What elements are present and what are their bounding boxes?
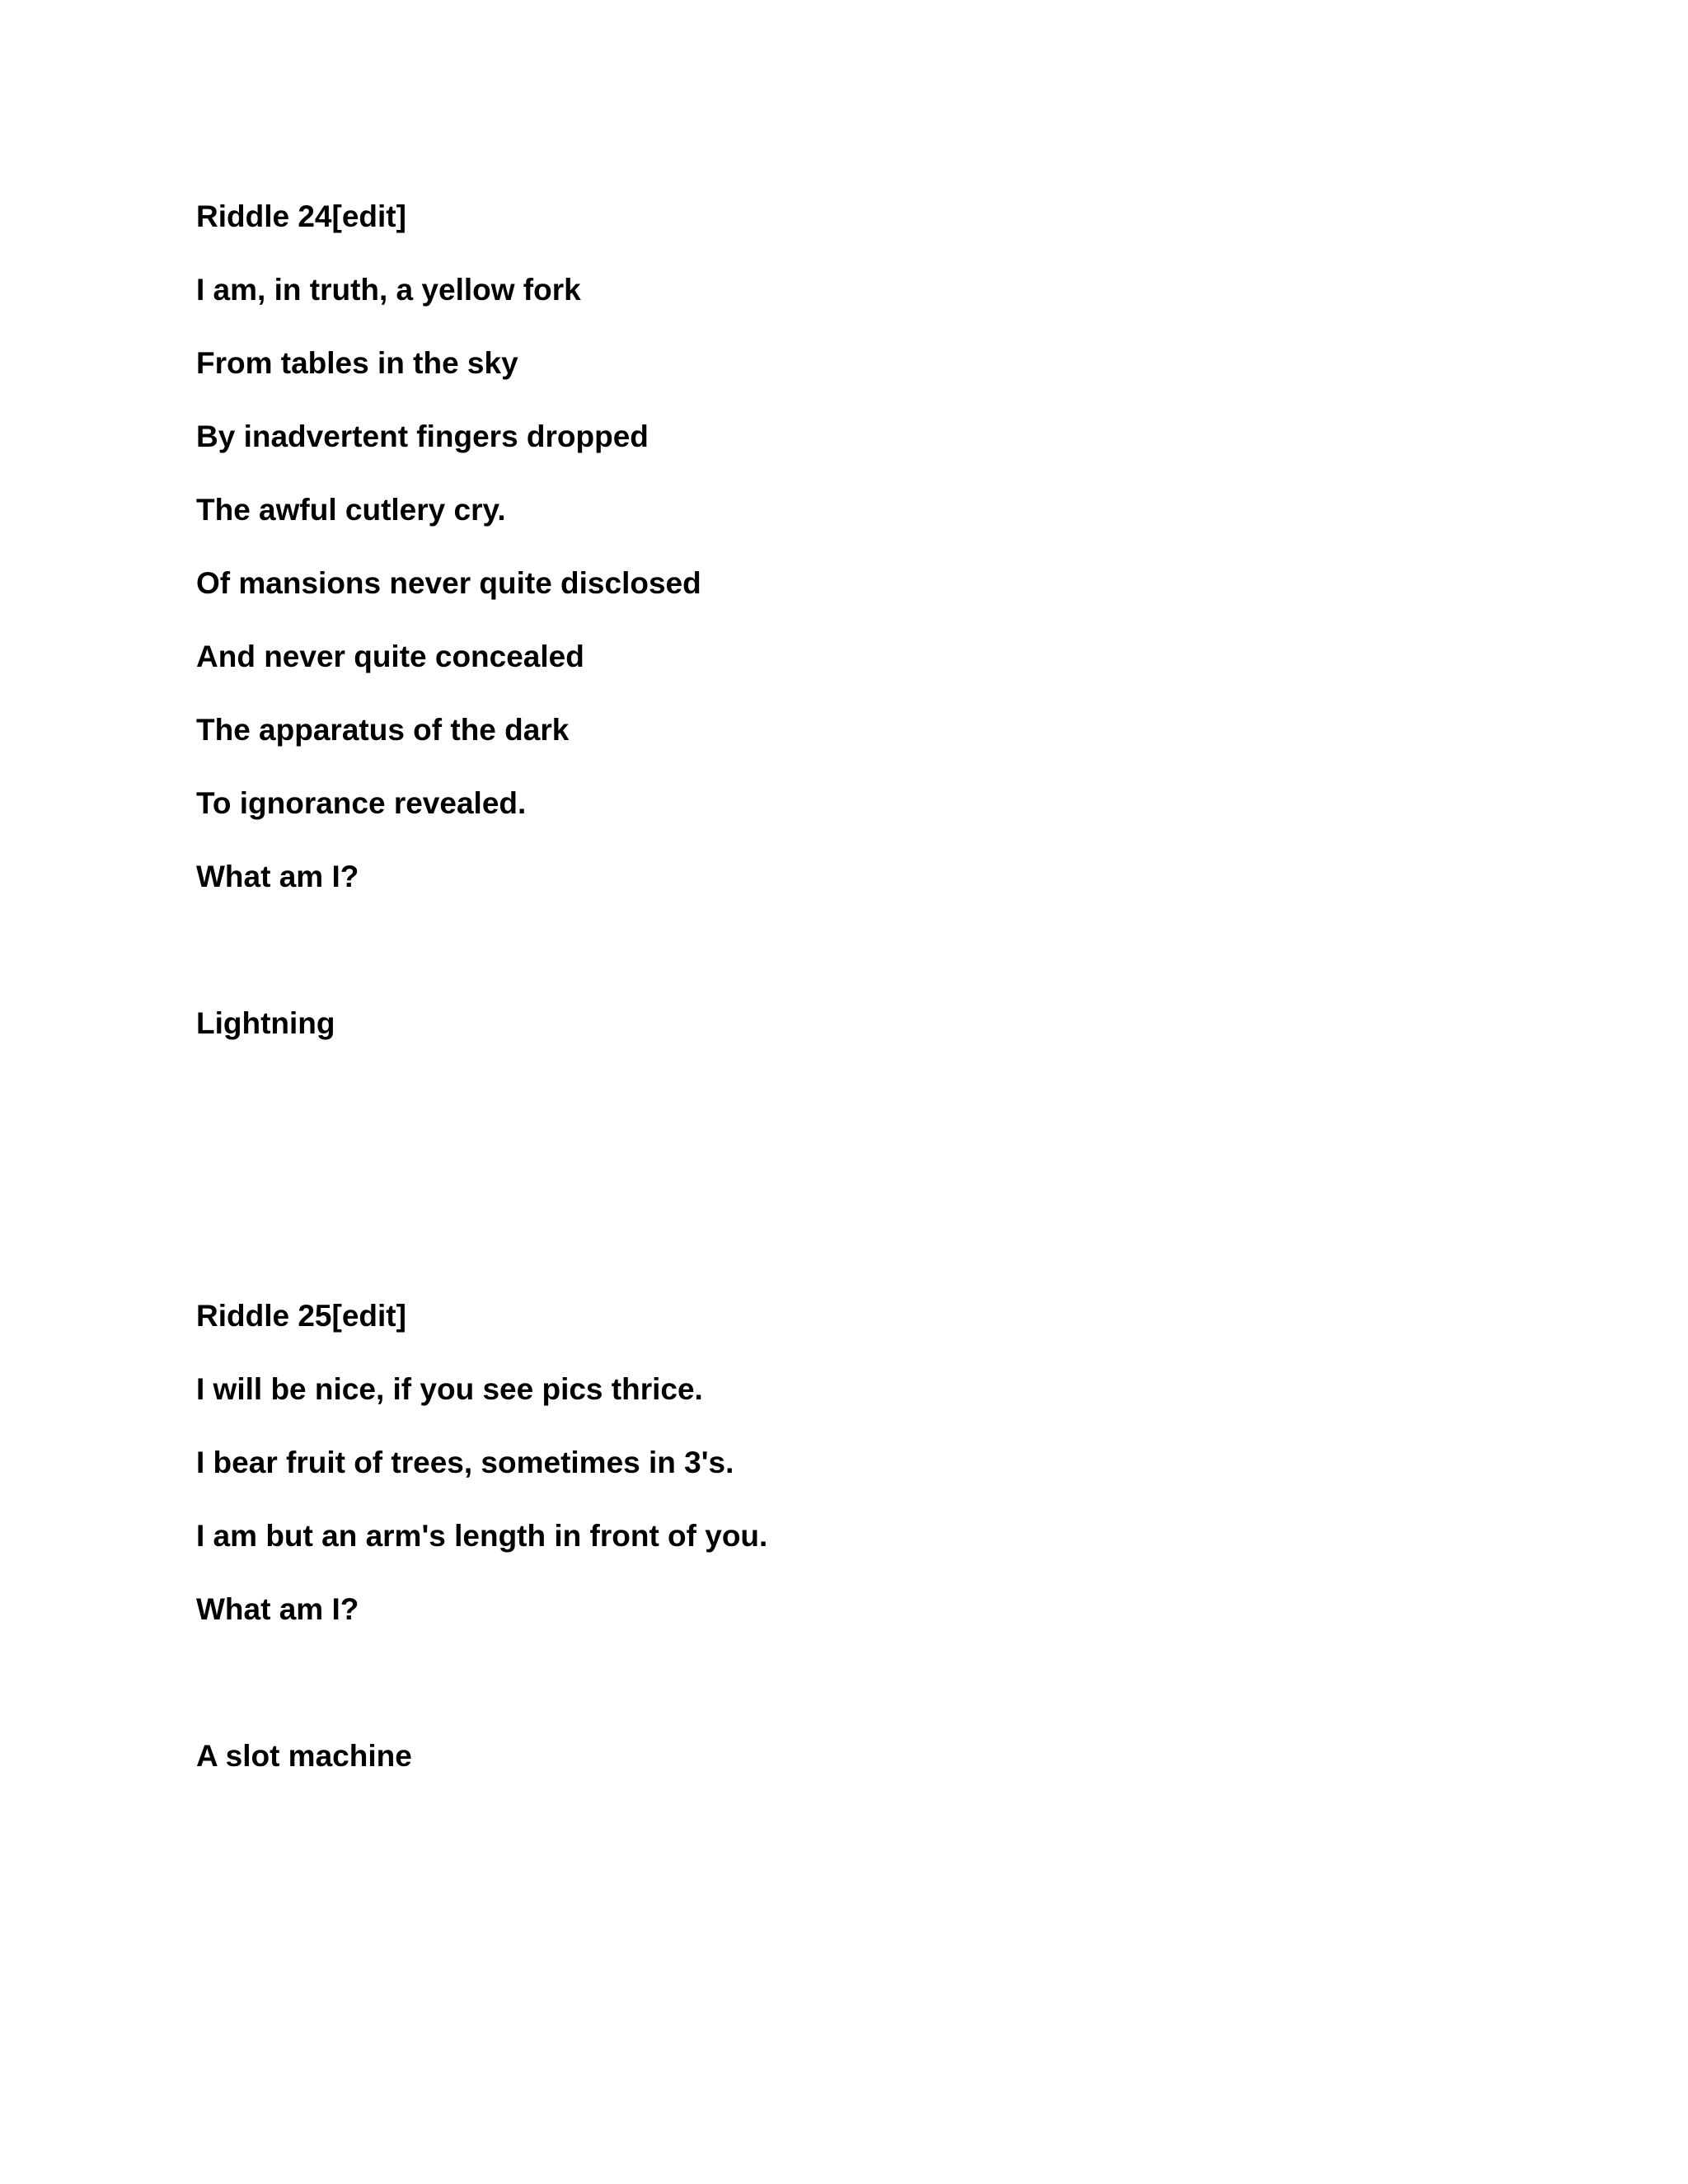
- riddle-25-line-1: I will be nice, if you see pics thrice.: [196, 1372, 703, 1406]
- riddle-24-line-6: And never quite concealed: [196, 640, 584, 673]
- riddle-24-answer: Lightning: [196, 1006, 335, 1040]
- riddle-24-line-7: The apparatus of the dark: [196, 713, 570, 747]
- riddle-24-line-3: By inadvertent fingers dropped: [196, 419, 649, 453]
- riddle-24-line-8: To ignorance revealed.: [196, 786, 527, 820]
- riddle-24-heading: Riddle 24[edit]: [196, 199, 406, 233]
- riddle-25-answer: A slot machine: [196, 1739, 412, 1773]
- riddle-24-line-1: I am, in truth, a yellow fork: [196, 273, 581, 307]
- riddle-24-question: What am I?: [196, 860, 359, 893]
- riddle-25-line-3: I am but an arm's length in front of you.: [196, 1519, 768, 1553]
- riddle-25-question: What am I?: [196, 1592, 359, 1626]
- riddle-25-heading: Riddle 25[edit]: [196, 1299, 406, 1333]
- riddle-24-line-4: The awful cutlery cry.: [196, 493, 506, 527]
- riddle-24-line-2: From tables in the sky: [196, 346, 518, 380]
- riddle-25-line-2: I bear fruit of trees, sometimes in 3's.: [196, 1446, 734, 1479]
- riddle-24-line-5: Of mansions never quite disclosed: [196, 566, 701, 600]
